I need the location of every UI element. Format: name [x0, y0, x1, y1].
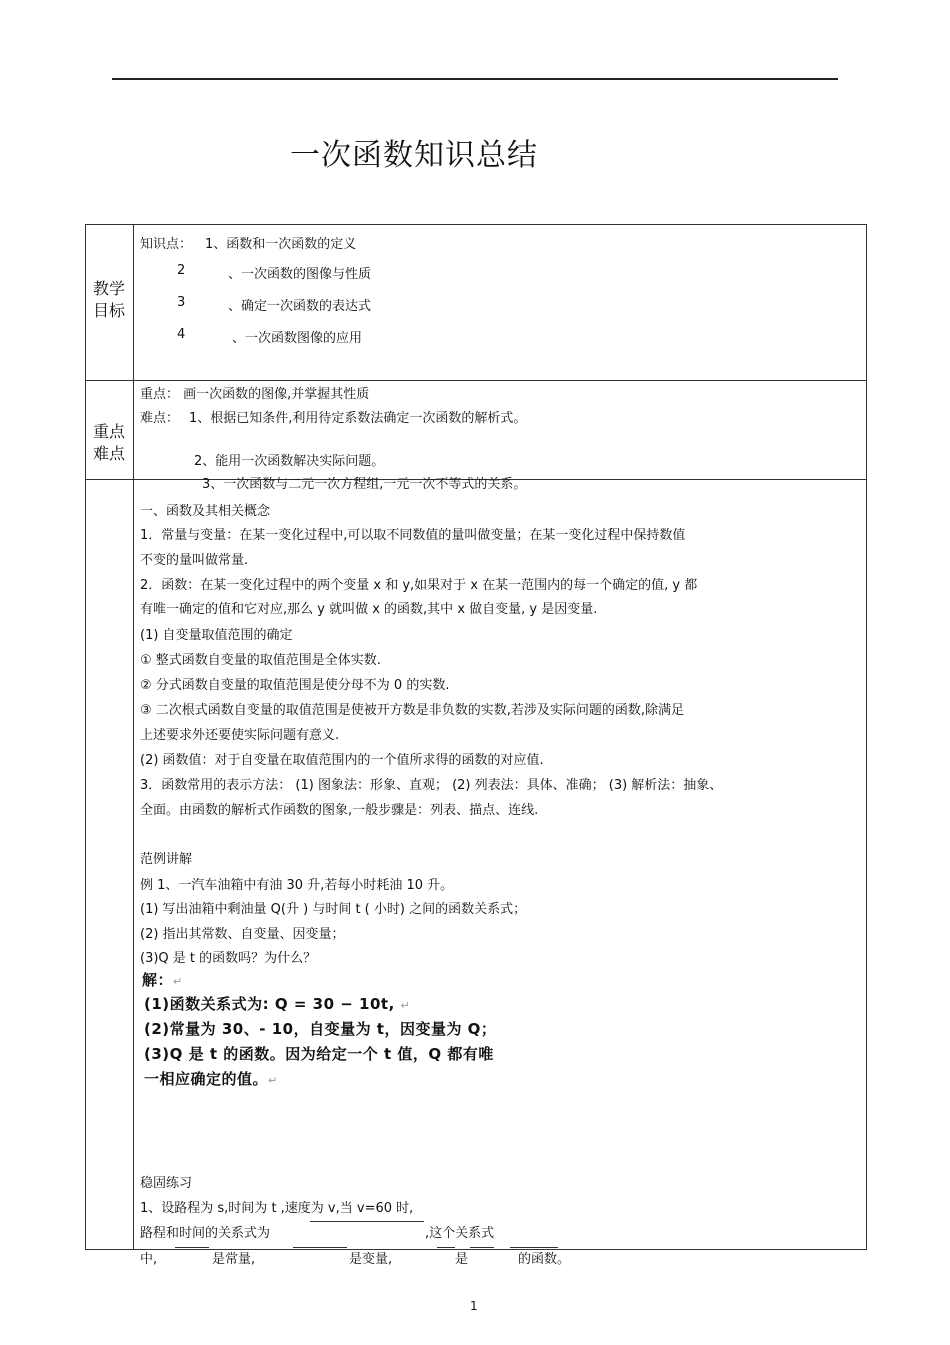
page-title: 一次函数知识总结 — [290, 138, 538, 173]
practice-1: 1、设路程为 s,时间为 t ,速度为 v,当 v=60 时, — [140, 1201, 414, 1216]
example-1-question-2: (2) 指出其常数、自变量、因变量； — [140, 927, 345, 942]
paragraph-1a: 1．常量与变量：在某一变化过程中,可以取不同数值的量叫做变量；在某一变化过程中保持数值 — [140, 528, 686, 543]
paragraph-8a: 3．函数常用的表示方法： (1) 图象法：形象、直观； (2) 列表法：具体、准确； (3) 解析法：抽象、 — [140, 778, 723, 793]
solution-line-2: (2)常量为 30、- 10，自变量为 t，因变量为 Q； — [144, 1020, 497, 1038]
paragraph-7: (2) 函数值：对于自变量在取值范围内的一个值所求得的函数的对应值. — [140, 753, 544, 768]
paragraph-4: ① 整式函数自变量的取值范围是全体实数. — [140, 653, 381, 668]
goal-item-3: 、确定一次函数的表达式 — [228, 299, 372, 314]
solution-line-4: 一相应确定的值。↵ — [144, 1070, 278, 1088]
solution-line-3: (3)Q 是 t 的函数。因为给定一个 t 值，Q 都有唯 — [144, 1045, 494, 1063]
answer-blank-independent[interactable] — [510, 1233, 558, 1248]
answer-blank-constant[interactable] — [175, 1233, 209, 1248]
goal-item-4: 、一次函数图像的应用 — [232, 331, 363, 346]
goal-item-3-num: 3 — [177, 295, 186, 310]
difficulty-item-3: 3、一次函数与二元一次方程组,一元一次不等式的关系。 — [202, 477, 527, 492]
table-border-left — [85, 224, 86, 1250]
practice-1-line-2: 路程和时间的关系式为 — [140, 1226, 271, 1241]
practice-1-line-3d: 是 — [455, 1252, 469, 1267]
difficulty-item-1: 1、根据已知条件,利用待定系数法确定一次函数的解析式。 — [189, 411, 527, 426]
table-border-top — [85, 224, 867, 225]
table-border-right — [866, 224, 867, 1250]
goal-item-2-num: 2 — [177, 263, 186, 278]
header-rule — [112, 78, 838, 80]
table-border-bottom — [85, 1249, 867, 1250]
example-1-question-1: (1) 写出油箱中剩油量 Q(升 ) 与时间 t ( 小时) 之间的函数关系式； — [140, 902, 527, 917]
practice-1-line-2-end: ,这个关系式 — [425, 1226, 495, 1241]
practice-heading: 稳固练习 — [140, 1176, 193, 1191]
example-heading: 范例讲解 — [140, 852, 193, 867]
table-column-divider — [133, 224, 134, 1250]
example-1: 例 1、一汽车油箱中有油 30 升,若每小时耗油 10 升。 — [140, 878, 454, 893]
paragraph-5: ② 分式函数自变量的取值范围是使分母不为 0 的实数. — [140, 678, 450, 693]
goals-intro: 知识点： — [140, 237, 193, 252]
section-heading: 一、函数及其相关概念 — [140, 504, 271, 519]
practice-1-line-3c: 是变量, — [349, 1252, 393, 1267]
table-divider-1 — [85, 380, 867, 381]
difficulty-item-2: 2、能用一次函数解决实际问题。 — [194, 454, 385, 469]
paragraph-6a: ③ 二次根式函数自变量的取值范围是使被开方数是非负数的实数,若涉及实际问题的函数,除满足 — [140, 703, 685, 718]
focus-text: 重点： 画一次函数的图像,并掌握其性质 — [140, 387, 370, 402]
goal-item-1: 1、函数和一次函数的定义 — [205, 237, 357, 252]
answer-blank-relation[interactable] — [310, 1207, 424, 1222]
paragraph-1b: 不变的量叫做常量. — [140, 553, 249, 568]
paragraph-3: (1) 自变量取值范围的确定 — [140, 628, 293, 643]
paragraph-6b: 上述要求外还要使实际问题有意义. — [140, 728, 340, 743]
answer-blank-dependent-2[interactable] — [470, 1233, 494, 1248]
goals-label: 教学 目标 — [92, 279, 125, 320]
example-1-question-3: (3)Q 是 t 的函数吗？为什么？ — [140, 951, 317, 966]
paragraph-2b: 有唯一确定的值和它对应,那么 y 就叫做 x 的函数,其中 x 做自变量, y 是因变量. — [140, 602, 598, 617]
paragraph-2a: 2．函数：在某一变化过程中的两个变量 x 和 y,如果对于 x 在某一范围内的每一个确定的值, y 都 — [140, 578, 698, 593]
answer-blank-dependent[interactable] — [437, 1233, 455, 1248]
practice-1-line-3e: 的函数。 — [518, 1252, 571, 1267]
goal-item-4-num: 4 — [177, 327, 186, 342]
goal-item-2: 、一次函数的图像与性质 — [228, 267, 372, 282]
practice-1-line-3b: 是常量, — [212, 1252, 256, 1267]
answer-blank-variable[interactable] — [293, 1233, 347, 1248]
difficulty-prefix: 难点： — [140, 411, 180, 426]
paragraph-8b: 全面。由函数的解析式作函数的图象,一般步骤是：列表、描点、连线. — [140, 803, 539, 818]
solution-line-1: (1)函数关系式为: Q = 30 − 10t, ↵ — [144, 995, 411, 1013]
solution-title: 解：↵ — [142, 971, 183, 989]
page-number: 1 — [470, 1299, 478, 1313]
practice-1-line-3a: 中, — [140, 1252, 158, 1267]
keypoints-label: 重点 难点 — [92, 422, 125, 463]
